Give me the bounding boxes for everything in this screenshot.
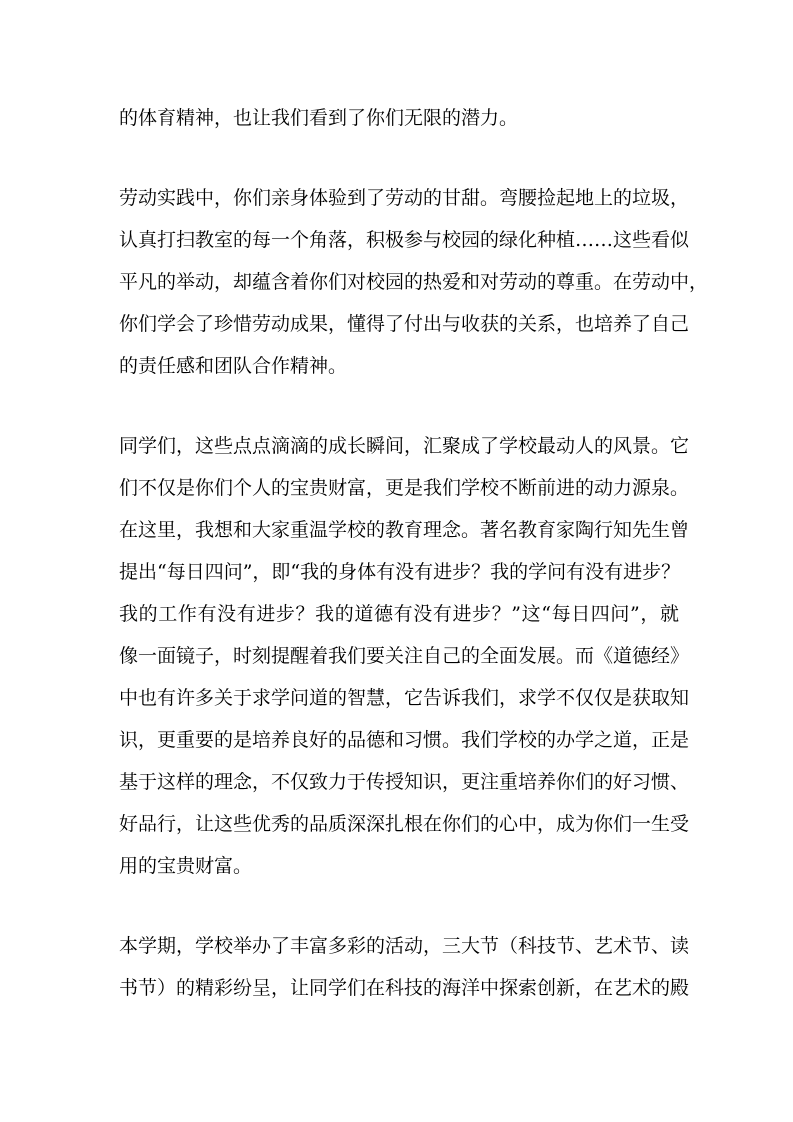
paragraph-3-line-2: 们不仅是你们个人的宝贵财富，更是我们学校不断前进的动力源泉。	[119, 477, 690, 499]
paragraph-3-line-6: 像一面镜子，时刻提醒着我们要关注自己的全面发展。而《道德经》	[119, 645, 690, 667]
paragraph-2-line-4: 你们学会了珍惜劳动成果，懂得了付出与收获的关系，也培养了自己	[119, 313, 690, 335]
paragraph-3-line-7: 中也有许多关于求学问道的智慧，它告诉我们，求学不仅仅是获取知	[119, 687, 690, 709]
paragraph-3-line-11: 用的宝贵财富。	[119, 855, 253, 877]
paragraph-3-line-1: 同学们，这些点点滴滴的成长瞬间，汇聚成了学校最动人的风景。它	[119, 435, 690, 457]
paragraph-4-line-2: 书节）的精彩纷呈，让同学们在科技的海洋中探索创新，在艺术的殿	[119, 977, 690, 999]
paragraph-2-line-1: 劳动实践中，你们亲身体验到了劳动的甘甜。弯腰捡起地上的垃圾，	[119, 187, 690, 209]
paragraph-3-line-8: 识，更重要的是培养良好的品德和习惯。我们学校的办学之道，正是	[119, 729, 690, 751]
paragraph-3-line-3: 在这里，我想和大家重温学校的教育理念。著名教育家陶行知先生曾	[119, 519, 690, 541]
paragraph-4-line-1: 本学期，学校举办了丰富多彩的活动，三大节（科技节、艺术节、读	[119, 935, 690, 957]
paragraph-2-line-2: 认真打扫教室的每一个角落，积极参与校园的绿化种植……这些看似	[119, 229, 690, 251]
paragraph-2-line-3: 平凡的举动，却蕴含着你们对校园的热爱和对劳动的尊重。在劳动中，	[119, 271, 709, 293]
paragraph-2-line-5: 的责任感和团队合作精神。	[119, 355, 348, 377]
paragraph-3-line-4: 提出“每日四问”，即“我的身体有没有进步？我的学问有没有进步？	[119, 561, 681, 583]
paragraph-3-line-10: 好品行，让这些优秀的品质深深扎根在你们的心中，成为你们一生受	[119, 813, 690, 835]
paragraph-1-line-1: 的体育精神，也让我们看到了你们无限的潜力。	[119, 107, 519, 129]
paragraph-3-line-5: 我的工作有没有进步？我的道德有没有进步？”这“每日四问”，就	[119, 603, 679, 625]
paragraph-3-line-9: 基于这样的理念，不仅致力于传授知识，更注重培养你们的好习惯、	[119, 771, 690, 793]
